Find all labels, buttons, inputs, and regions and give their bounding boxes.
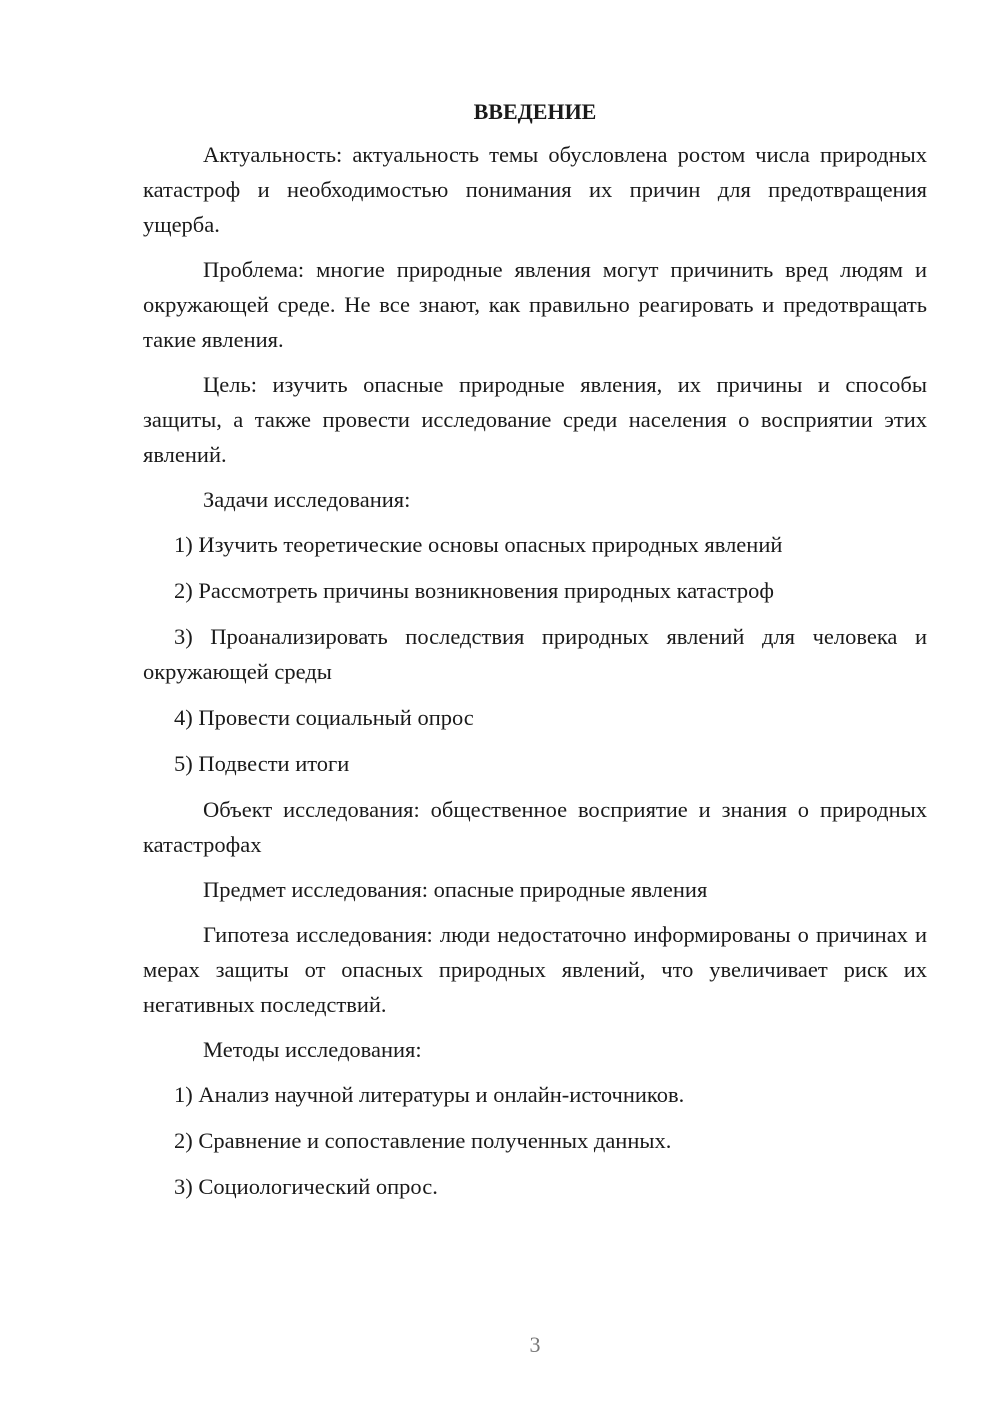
object-paragraph: Объект исследования: общественное восприятие и знания о природных катастрофах (143, 797, 927, 857)
list-item: 5) Подвести итоги (174, 751, 350, 776)
page-number: 3 (529, 1332, 541, 1357)
list-item: 4) Провести социальный опрос (174, 705, 474, 730)
list-item: 2) Сравнение и сопоставление полученных данных. (174, 1128, 672, 1153)
methods-title: Методы исследования: (203, 1037, 422, 1062)
list-item: 1) Анализ научной литературы и онлайн-источников. (174, 1082, 685, 1107)
tasks-title: Задачи исследования: (203, 487, 411, 512)
subject-paragraph: Предмет исследования: опасные природные явления (203, 877, 708, 902)
list-item: 3) Социологический опрос. (174, 1174, 438, 1199)
tasks-list (143, 527, 927, 781)
problem-paragraph: Проблема: многие природные явления могут причинить вред людям и окружающей среде. Не все знают, как правильно реагировать и предотвращать такие явления. (143, 257, 927, 352)
list-item: 1) Изучить теоретические основы опасных природных явлений (174, 532, 783, 557)
list-item: 3) Проанализировать последствия природных явлений для человека и окружающей среды (143, 624, 927, 684)
methods-list (143, 1077, 927, 1204)
list-item: 2) Рассмотреть причины возникновения природных катастроф (174, 578, 774, 603)
hypothesis-paragraph: Гипотеза исследования: люди недостаточно информированы о причинах и мерах защиты от опасных природных явлений, что увеличивает риск их негативных последствий. (143, 922, 927, 1017)
relevance-paragraph: Актуальность: актуальность темы обусловлена ростом числа природных катастроф и необходимостью понимания их причин для предотвращения ущерба. (143, 142, 927, 237)
section-heading: ВВЕДЕНИЕ (473, 99, 597, 124)
document-body (143, 94, 927, 1215)
goal-paragraph: Цель: изучить опасные природные явления, их причины и способы защиты, а также провести исследование среди населения о восприятии этих явлений. (143, 372, 927, 467)
